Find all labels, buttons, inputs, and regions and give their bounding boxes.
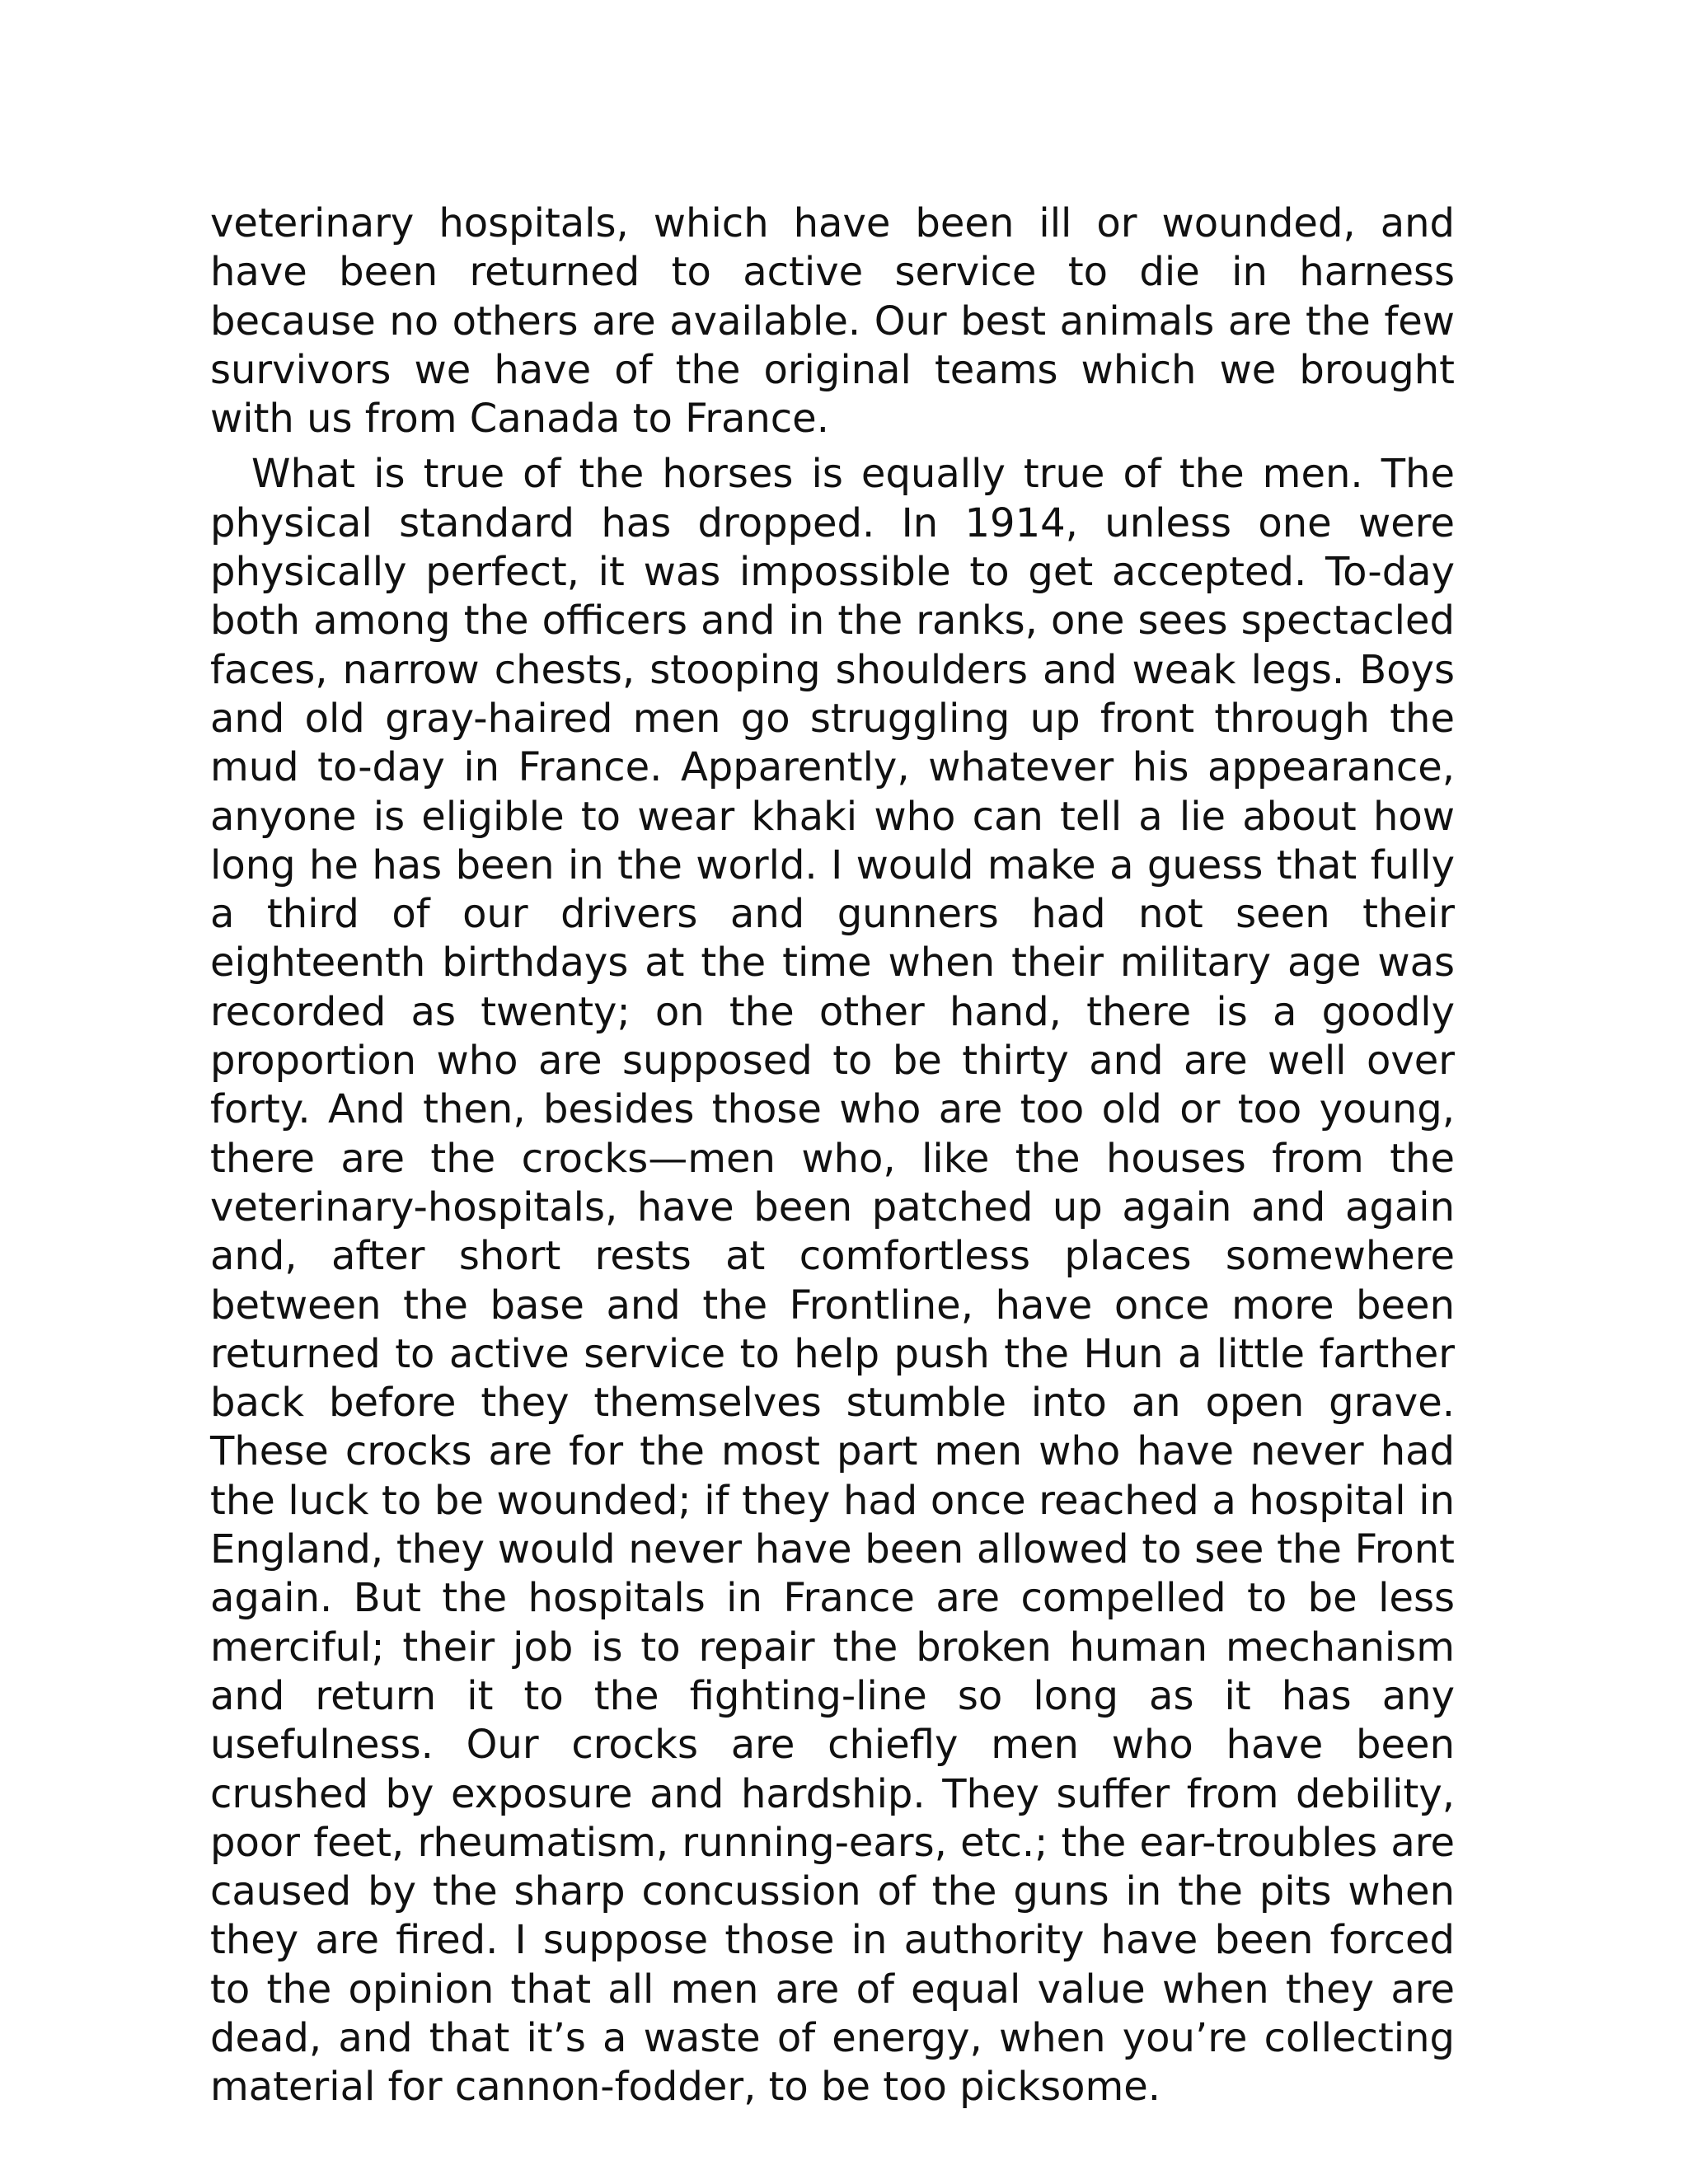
body-text xyxy=(210,199,1455,2112)
paragraph-horses-and-men: What is true of the horses is equally true of the men. The physical standard has dropped. In 1914, unless one were physically perfect, it was impossible to get accepted. To-day both among the officers and in the ranks, one sees spectacled faces, narrow chests, stooping shoulders and weak legs. Boys and old gray-haired men go struggling up front through the mud to-day in France. Apparently, whatever his appearance, anyone is eligible to wear khaki who can tell a lie about how long he has been in the world. I would make a guess that fully a third of our drivers and gunners had not seen their eighteenth birthdays at the time when their military age was recorded as twenty; on the other hand, there is a goodly proportion who are supposed to be thirty and are well over forty. And then, besides those who are too old or too young, there are the crocks—men who, like the houses from the veterinary-hospitals, have been patched up again and again and, after short rests at comfortless places somewhere between the base and the Frontline, have once more been returned to active service to help push the Hun a little farther back before they themselves stumble into an open grave. These crocks are for the most part men who have never had the luck to be wounded; if they had once reached a hospital in England, they would never have been allowed to see the Front again. But the hospitals in France are compelled to be less merciful; their job is to repair the broken human mechanism and return it to the fighting-line so long as it has any usefulness. Our crocks are chiefly men who have been crushed by exposure and hardship. They suffer from debility, poor feet, rheumatism, running-ears, etc.; the ear-troubles are caused by the sharp concussion of the guns in the pits when they are fired. I suppose those in authority have been forced to the opinion that all men are of equal value when they are dead, and that it’s a waste of energy, when you’re collecting material for cannon-fodder, to be too picksome. xyxy=(210,451,1455,2111)
paragraph-continued: veterinary hospitals, which have been ill or wounded, and have been returned to active service to die in harness because no others are available. Our best animals are the few survivors we have of the original teams which we brought with us from Canada to France. xyxy=(210,200,1455,443)
